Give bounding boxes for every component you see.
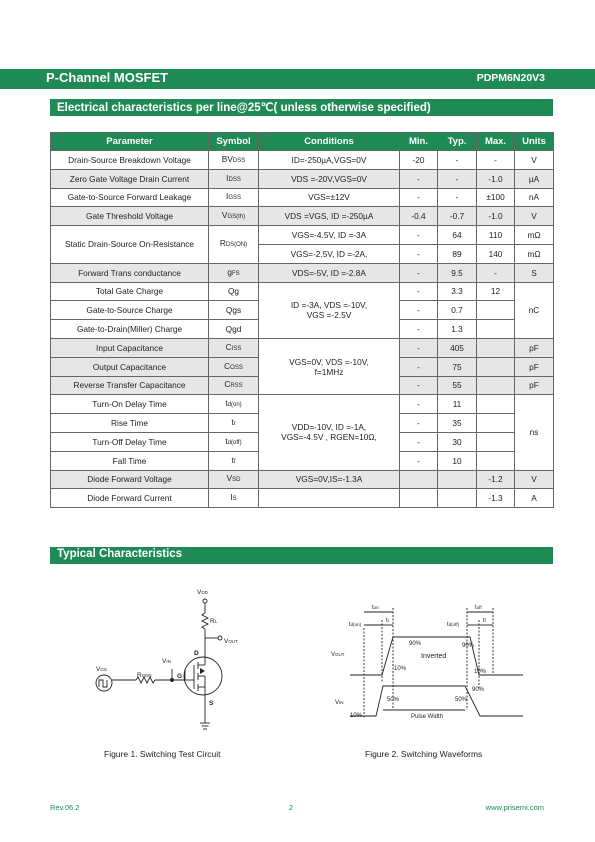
symbol-cell [209,169,259,188]
ec-section-title: Electrical characteristics per line@25℃( unless otherwise specified) [57,102,431,114]
part-number: PDPM6N20V3 [476,72,545,84]
tdoff-label: td(off) [447,622,460,628]
cond-line: ID =-3A, VDS =-10V, [290,300,368,311]
symbol-cell: Qg [209,282,259,301]
rgen-label: RGEN [137,672,152,679]
pct-90-rise: 90% [409,641,422,647]
typ-cell: - [438,169,477,188]
cond-line: VGS=-4.5V , RGEN=10Ω, [281,432,377,443]
max-cell [477,451,515,470]
cond-line: VDD=-10V, ID =-1A, [291,422,367,433]
table-row [51,188,554,207]
cond-cell [259,338,400,394]
symbol-cell [209,207,259,226]
cond-cell: VDS =VGS, ID =-250µA [259,207,400,226]
symbol-cell [209,376,259,395]
table-row [51,395,554,414]
param-cell: Forward Trans conductance [51,263,209,282]
table-row [51,226,554,245]
symbol-cell [209,414,259,433]
typ-cell: 9.5 [438,263,477,282]
typ-cell: 0.7 [438,301,477,320]
symbol-sub: GSS [228,195,241,202]
max-cell: -1.3 [477,489,515,508]
symbol-sub: FS [231,270,240,277]
symbol-cell: Qgd [209,320,259,339]
cond-cell [259,395,400,470]
symbol-text: V [221,210,228,221]
symbol-text: t [231,417,234,428]
cond-line: VGS =-2.5V [306,310,352,321]
min-cell: - [400,338,438,357]
symbol-sub: SD [232,477,241,484]
table-row [51,151,554,170]
pct-90-fall: 90% [462,643,475,649]
col-header: Conditions [259,133,400,151]
cond-cell: ID=-250µA,VGS=0V [259,151,400,170]
cond-cell: VGS=±12V [259,188,400,207]
cond-cell: VGS=0V,IS=-1.3A [259,470,400,489]
param-cell: Gate-to-Drain(Miller) Charge [51,320,209,339]
symbol-cell [209,451,259,470]
symbol-cell [209,395,259,414]
symbol-cell [209,432,259,451]
typ-cell [438,470,477,489]
max-cell [477,395,515,414]
symbol-sub: RSS [230,383,243,390]
max-cell: ±100 [477,188,515,207]
param-cell: Fall Time [51,451,209,470]
max-cell [477,376,515,395]
param-cell: Gate Threshold Voltage [51,207,209,226]
rl-resistor [202,613,208,629]
max-cell [477,432,515,451]
table-row [51,207,554,226]
cond-cell [259,489,400,508]
unit-cell: V [515,470,554,489]
symbol-cell [209,151,259,170]
switching-waveforms [325,598,535,728]
cond-cell: VDS=-5V, ID =-2.8A [259,263,400,282]
typ-cell: 64 [438,226,477,245]
table-row [51,470,554,489]
electrical-characteristics-table [50,132,554,508]
footer-page-number: 2 [289,803,294,812]
min-cell: - [400,301,438,320]
max-cell: 110 [477,226,515,245]
min-cell: - [400,414,438,433]
col-header: Max. [477,133,515,151]
param-cell: Drain-Source Breakdown Voltage [51,151,209,170]
unit-cell: nC [515,282,554,338]
ton-label: ton [372,605,379,611]
unit-cell: µA [515,169,554,188]
max-cell: - [477,151,515,170]
symbol-cell [209,188,259,207]
max-cell [477,320,515,339]
typ-cell: 3.3 [438,282,477,301]
typ-cell: 75 [438,357,477,376]
table-row [51,282,554,301]
unit-cell: pF [515,338,554,357]
symbol-text: C [225,341,232,352]
max-cell: -1.0 [477,169,515,188]
vout-label: VOUT [224,638,238,645]
param-cell: Zero Gate Voltage Drain Current [51,169,209,188]
footer-url[interactable]: www.prisemi.com [485,803,544,812]
symbol-sub: DS(ON) [225,242,248,249]
param-cell: Total Gate Charge [51,282,209,301]
typ-section-bar [50,547,553,564]
pct-10-vin: 10% [350,713,363,719]
typ-section-title: Typical Characteristics [57,548,183,560]
param-cell: Gate-to-Source Forward Leakage [51,188,209,207]
table-header-row [51,133,554,151]
typ-cell: 405 [438,338,477,357]
symbol-sub: r [233,421,236,428]
max-cell [477,301,515,320]
param-cell: Diode Forward Current [51,489,209,508]
symbol-text: I [226,191,229,202]
max-cell: 140 [477,244,515,263]
symbol-sub: DSS [228,176,241,183]
symbol-sub: DSS [232,157,246,164]
inverted-label: Inverted [421,653,447,660]
param-cell: Diode Forward Voltage [51,470,209,489]
symbol-cell [209,357,259,376]
typ-cell: 30 [438,432,477,451]
symbol-cell [209,226,259,264]
param-cell: Output Capacitance [51,357,209,376]
symbol-sub: d(off) [227,439,242,446]
max-cell: -1.2 [477,470,515,489]
symbol-text: I [230,492,233,503]
min-cell: - [400,451,438,470]
table-row [51,489,554,508]
cond-cell: VDS =-20V,VGS=0V [259,169,400,188]
symbol-sub: GS(th) [227,214,246,221]
min-cell: - [400,376,438,395]
cond-line: VGS=0V, VDS =-10V, [289,356,369,367]
col-header: Parameter [51,133,209,151]
symbol-cell [209,489,259,508]
vin-label: VIN [162,658,171,665]
vin-waveform [350,686,523,716]
unit-cell: mΩ [515,226,554,245]
footer-revision: Rev.06.2 [50,803,80,812]
typ-cell [438,489,477,508]
pct-50-rise: 50% [387,697,400,703]
min-cell: - [400,357,438,376]
tdon-label: td(on) [349,622,362,628]
col-header: Symbol [209,133,259,151]
pct-10-rise: 10% [394,666,407,672]
unit-cell: mΩ [515,244,554,263]
page-header [0,69,595,89]
figure1-caption: Figure 1. Switching Test Circuit [104,749,221,759]
param-cell: Turn-On Delay Time [51,395,209,414]
table-row [51,338,554,357]
symbol-text: g [227,266,232,277]
gate-label: G [177,673,183,680]
typ-cell: 1.3 [438,320,477,339]
table-row [51,169,554,188]
typ-cell: 11 [438,395,477,414]
typ-cell: - [438,151,477,170]
pct-50-fall: 50% [455,697,468,703]
unit-cell: A [515,489,554,508]
symbol-text: C [224,379,231,390]
symbol-text: BV [221,153,233,164]
table-row [51,263,554,282]
unit-cell: ns [515,395,554,470]
param-cell: Static Drain-Source On-Resistance [51,226,209,264]
symbol-text: V [226,473,233,484]
switching-test-circuit [90,583,260,743]
pct-90-vin: 90% [472,687,485,693]
symbol-cell [209,338,259,357]
param-cell: Rise Time [51,414,209,433]
rl-label: RL [210,618,218,625]
tf-label: tf [483,618,486,624]
cond-cell: VGS=-2.5V, ID =-2A, [259,244,400,263]
unit-cell: nA [515,188,554,207]
min-cell: - [400,226,438,245]
col-header: Units [515,133,554,151]
min-cell: - [400,244,438,263]
min-cell: - [400,320,438,339]
min-cell: - [400,432,438,451]
min-cell: -0.4 [400,207,438,226]
unit-cell: pF [515,357,554,376]
symbol-sub: f [233,458,236,465]
pct-10-fall: 10% [474,669,487,675]
min-cell [400,470,438,489]
symbol-cell [209,470,259,489]
symbol-cell: Qgs [209,301,259,320]
ec-section-bar [50,99,553,116]
max-cell: - [477,263,515,282]
min-cell: - [400,188,438,207]
header-title: P-Channel MOSFET [46,70,169,85]
min-cell [400,489,438,508]
min-cell: -20 [400,151,438,170]
source-label: S [209,700,214,707]
unit-cell: S [515,263,554,282]
max-cell: 12 [477,282,515,301]
cond-cell: VGS=-4.5V, ID =-3A [259,226,400,245]
toff-label: toff [475,605,482,611]
max-cell [477,414,515,433]
symbol-sub: d(on) [227,402,242,409]
vout-terminal [218,636,222,640]
vdd-label: VDD [197,589,208,596]
param-cell: Turn-Off Delay Time [51,432,209,451]
min-cell: - [400,395,438,414]
pulse-source [96,675,112,691]
figure2-caption: Figure 2. Switching Waveforms [365,749,483,759]
vin-label: VIN [335,700,344,706]
param-cell: Reverse Transfer Capacitance [51,376,209,395]
col-header: Typ. [438,133,477,151]
max-cell [477,357,515,376]
drain-label: D [194,650,199,657]
unit-cell: pF [515,376,554,395]
symbol-text: I [226,172,229,183]
typ-cell: 10 [438,451,477,470]
vgs-label: VGS [96,666,107,673]
min-cell: - [400,169,438,188]
symbol-text: C [224,360,231,371]
typ-cell: - [438,188,477,207]
cond-line: f=1MHz [314,366,344,377]
symbol-text: t [225,398,228,409]
typ-cell: 89 [438,244,477,263]
pulse-width-label: Pulse Width [411,714,444,720]
vdd-terminal [203,599,207,603]
symbol-text: R [219,238,226,249]
typ-cell: -0.7 [438,207,477,226]
symbol-text: t [225,435,228,446]
param-cell: Gate-to-Source Charge [51,301,209,320]
max-cell: -1.0 [477,207,515,226]
unit-cell: V [515,207,554,226]
max-cell [477,338,515,357]
symbol-sub: ISS [231,345,242,352]
typ-cell: 35 [438,414,477,433]
min-cell: - [400,282,438,301]
col-header: Min. [400,133,438,151]
typ-cell: 55 [438,376,477,395]
vout-label: VOUT [331,652,345,658]
min-cell: - [400,263,438,282]
unit-cell: V [515,151,554,170]
symbol-text: t [231,454,234,465]
symbol-sub: OSS [230,364,243,371]
cond-cell [259,282,400,338]
param-cell: Input Capacitance [51,338,209,357]
symbol-sub: S [232,496,237,503]
symbol-cell [209,263,259,282]
tr-label: tr [386,618,390,624]
